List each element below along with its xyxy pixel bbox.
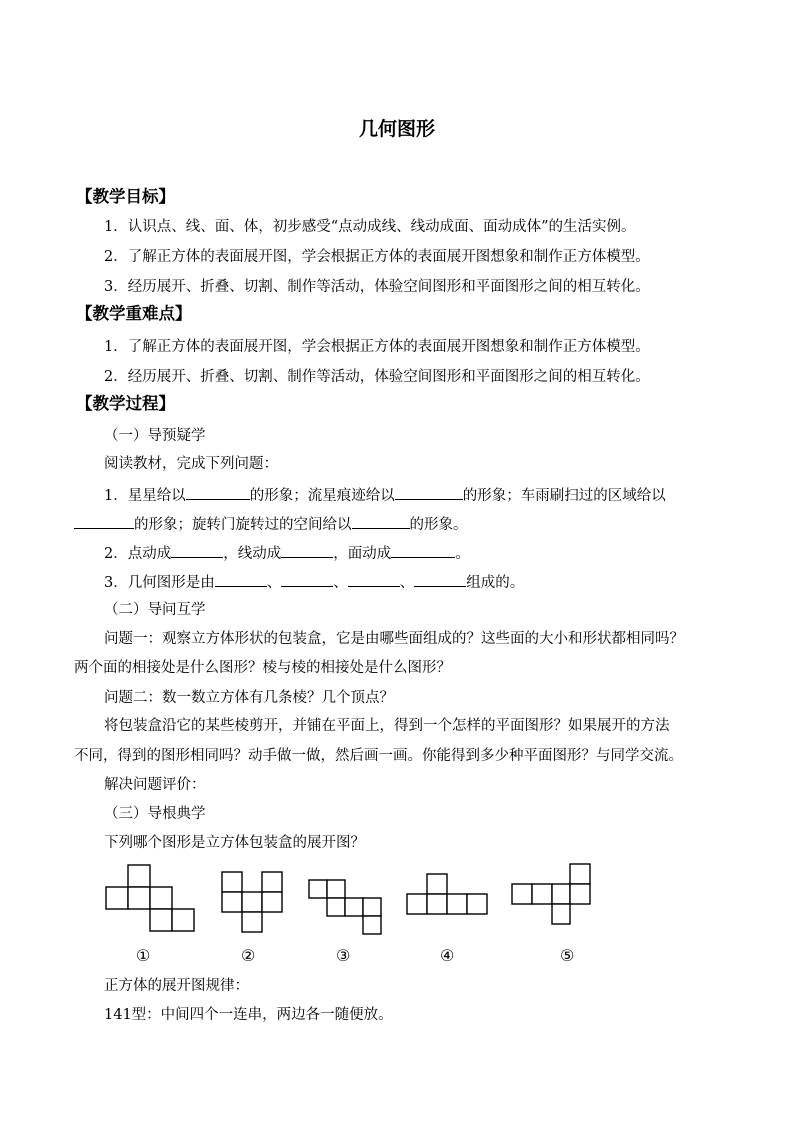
q1-text-e: 的形象。 xyxy=(409,517,468,533)
process-heading: 【教学过程】 xyxy=(76,394,175,413)
problem-2: 问题二：数一数立方体有几条棱？几个顶点？ xyxy=(104,690,394,706)
problem-1-line-2: 两个面的相接处是什么图形？棱与棱的相接处是什么图形？ xyxy=(74,660,451,676)
answer-blank xyxy=(281,542,333,558)
figure-label-1: ① xyxy=(136,946,151,965)
figure-label-5: ⑤ xyxy=(560,946,575,965)
key-point-item-2: 2．经历展开、折叠、切割、制作等活动，体验空间图形和平面图形之间的相互转化。 xyxy=(104,369,650,385)
question-2 xyxy=(104,542,470,564)
q3-sep: 、 xyxy=(266,575,282,591)
key-point-item-1: 1．了解正方体的表面展开图，学会根据正方体的表面展开图想象和制作正方体模型。 xyxy=(104,339,650,355)
q1-text-c: 的形象；车雨刷扫过的区域给以 xyxy=(462,488,666,504)
q3-sep: 、 xyxy=(333,575,348,591)
section-1-heading: （一）导预疑学 xyxy=(104,428,206,444)
rule-141: 141型：中间四个一连串，两边各一随便放。 xyxy=(104,1007,393,1023)
answer-blank xyxy=(215,571,267,587)
q3-text-a: 3．几何图形是由 xyxy=(104,575,215,591)
problem-3-line-2: 不同，得到的图形相同吗？动手做一做，然后画一画。你能得到多少种平面图形？与同学交流。 xyxy=(74,748,683,764)
answer-blank xyxy=(391,542,455,558)
q2-text-b: ，线动成 xyxy=(223,546,282,562)
q2-text-d: 。 xyxy=(455,546,470,562)
problem-3-line-1: 将包装盒沿它的某些棱剪开，并铺在平面上，得到一个怎样的平面图形？如果展开的方法 xyxy=(104,718,670,734)
q2-text-c: ，面动成 xyxy=(333,546,392,562)
q1-text-d: 的形象；旋转门旋转过的空间给以 xyxy=(134,517,352,533)
q1-text-a: 1．星星给以 xyxy=(104,488,186,504)
figure-label-4: ④ xyxy=(440,946,455,965)
answer-blank xyxy=(352,513,410,529)
q3-sep: 、 xyxy=(399,575,415,591)
question-1-line-2 xyxy=(74,513,468,535)
net-question: 下列哪个图形是立方体包装盒的展开图？ xyxy=(104,835,365,851)
reading-intro: 阅读教材，完成下列问题： xyxy=(104,456,278,472)
problem-1-line-1: 问题一：观察立方体形状的包装盒，它是由哪些面组成的？这些面的大小和形状都相同吗？ xyxy=(104,631,684,647)
objective-item-3: 3．经历展开、折叠、切割、制作等活动，体验空间图形和平面图形之间的相互转化。 xyxy=(104,279,650,295)
figure-label-2: ② xyxy=(241,946,256,965)
q3-text-end: 组成的。 xyxy=(466,575,525,591)
section-2-heading: （二）导问互学 xyxy=(104,602,206,618)
cube-net-figure-1 xyxy=(104,863,198,933)
answer-blank xyxy=(348,571,400,587)
cube-net-figure-2 xyxy=(220,870,284,936)
rule-title: 正方体的展开图规律： xyxy=(104,978,249,994)
cube-net-figure-4 xyxy=(403,872,493,918)
objective-item-1: 1．认识点、线、面、体，初步感受“点动成线、线动成面、面动成体”的生活实例。 xyxy=(104,219,636,235)
answer-blank xyxy=(74,513,134,529)
q1-text-b: 的形象；流星痕迹给以 xyxy=(249,488,395,504)
answer-blank xyxy=(186,484,250,500)
cube-net-figure-3 xyxy=(307,878,383,936)
cube-net-figure-5 xyxy=(510,862,594,928)
page-title: 几何图形 xyxy=(358,118,435,140)
answer-blank xyxy=(414,571,466,587)
answer-blank xyxy=(395,484,463,500)
answer-blank xyxy=(171,542,223,558)
question-3 xyxy=(104,571,524,593)
question-1-line-1 xyxy=(104,484,666,506)
section-3-heading: （三）导根典学 xyxy=(104,806,206,822)
evaluation-label: 解决问题评价： xyxy=(104,777,206,793)
objectives-heading: 【教学目标】 xyxy=(76,187,175,206)
objective-item-2: 2．了解正方体的表面展开图，学会根据正方体的表面展开图想象和制作正方体模型。 xyxy=(104,249,650,265)
answer-blank xyxy=(281,571,333,587)
q2-text-a: 2．点动成 xyxy=(104,546,172,562)
key-points-heading: 【教学重难点】 xyxy=(76,304,192,323)
figure-label-3: ③ xyxy=(336,946,351,965)
